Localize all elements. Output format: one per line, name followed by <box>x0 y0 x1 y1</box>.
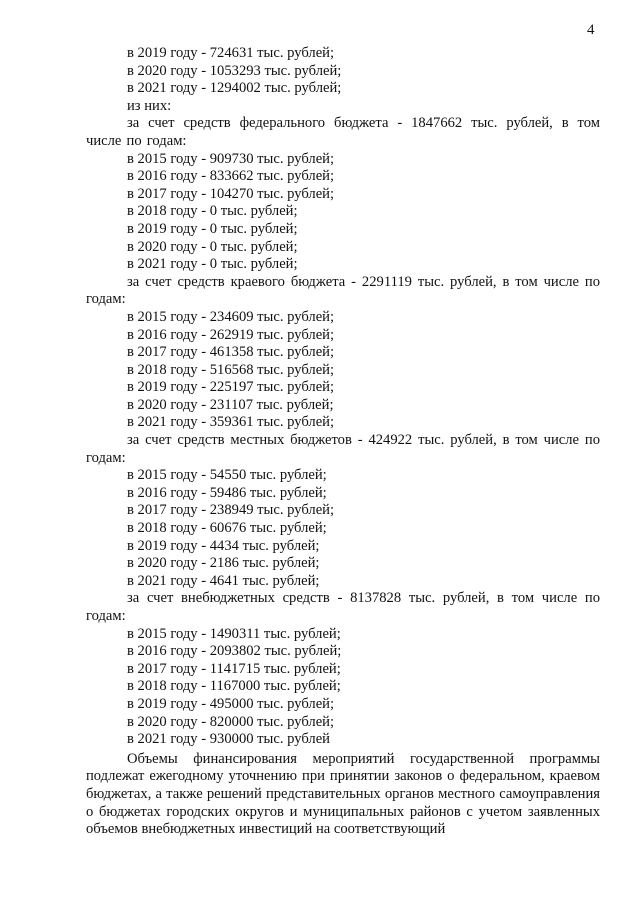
extra-budgetary-year-line: в 2016 году - 2093802 тыс. рублей; <box>127 643 342 660</box>
federal-year-line: в 2020 году - 0 тыс. рублей; <box>127 238 298 255</box>
regional-year-line: в 2018 году - 516568 тыс. рублей; <box>127 361 335 378</box>
regional-budget-intro: за счет средств краевого бюджета - 2291119 тыс. рублей, в том числе по годам: <box>86 273 600 308</box>
closing-paragraph: Объемы финансирования мероприятий государственной программы подлежат ежегодному уточнению при принятии законов о федеральном, краевом бюджетах, а также решений представительных органов местного самоуправления о бюджетах городских округов и муниципальных районов с учетом заявленных объемов внебюджетных инвестиций на соответствующий <box>86 750 600 838</box>
of-them-label: из них: <box>127 97 172 114</box>
local-year-line: в 2018 году - 60676 тыс. рублей; <box>127 520 327 537</box>
federal-year-line: в 2017 году - 104270 тыс. рублей; <box>127 185 335 202</box>
document-body <box>86 45 600 839</box>
extra-budgetary-year-line: в 2020 году - 820000 тыс. рублей; <box>127 713 335 730</box>
regional-year-line: в 2017 году - 461358 тыс. рублей; <box>127 344 335 361</box>
local-year-line: в 2020 году - 2186 тыс. рублей; <box>127 555 320 572</box>
federal-year-line: в 2021 году - 0 тыс. рублей; <box>127 256 298 273</box>
federal-year-line: в 2016 году - 833662 тыс. рублей; <box>127 168 335 185</box>
local-budget-intro: за счет средств местных бюджетов - 424922 тыс. рублей, в том числе по годам: <box>86 432 600 466</box>
regional-year-line: в 2015 году - 234609 тыс. рублей; <box>127 308 335 325</box>
extra-budgetary-intro: за счет внебюджетных средств - 8137828 тыс. рублей, в том числе по годам: <box>86 590 600 624</box>
year-line: в 2021 году - 1294002 тыс. рублей; <box>127 80 342 97</box>
extra-budgetary-year-line: в 2018 году - 1167000 тыс. рублей; <box>127 678 341 695</box>
year-line: в 2020 году - 1053293 тыс. рублей; <box>127 62 342 79</box>
regional-year-line: в 2019 году - 225197 тыс. рублей; <box>127 379 335 396</box>
local-year-line: в 2016 году - 59486 тыс. рублей; <box>127 484 327 501</box>
extra-budgetary-year-line: в 2017 году - 1141715 тыс. рублей; <box>127 660 341 677</box>
extra-budgetary-year-line: в 2015 году - 1490311 тыс. рублей; <box>127 625 341 642</box>
local-year-line: в 2017 году - 238949 тыс. рублей; <box>127 502 335 519</box>
federal-year-line: в 2015 году - 909730 тыс. рублей; <box>127 150 335 167</box>
year-line: в 2019 году - 724631 тыс. рублей; <box>127 45 335 61</box>
local-year-line: в 2015 году - 54550 тыс. рублей; <box>127 467 327 484</box>
local-year-line: в 2019 году - 4434 тыс. рублей; <box>127 537 320 554</box>
page-number: 4 <box>587 22 595 38</box>
regional-year-line: в 2016 году - 262919 тыс. рублей; <box>127 326 335 343</box>
federal-budget-intro: за счет средств федерального бюджета - 1847662 тыс. рублей, в том числе по годам: <box>86 115 600 149</box>
regional-year-line: в 2020 году - 231107 тыс. рублей; <box>127 396 334 413</box>
federal-year-line: в 2019 году - 0 тыс. рублей; <box>127 220 298 237</box>
extra-budgetary-year-line: в 2021 году - 930000 тыс. рублей <box>127 731 330 748</box>
federal-year-line: в 2018 году - 0 тыс. рублей; <box>127 203 298 220</box>
extra-budgetary-year-line: в 2019 году - 495000 тыс. рублей; <box>127 695 335 712</box>
regional-year-line: в 2021 году - 359361 тыс. рублей; <box>127 414 335 431</box>
local-year-line: в 2021 году - 4641 тыс. рублей; <box>127 572 320 589</box>
